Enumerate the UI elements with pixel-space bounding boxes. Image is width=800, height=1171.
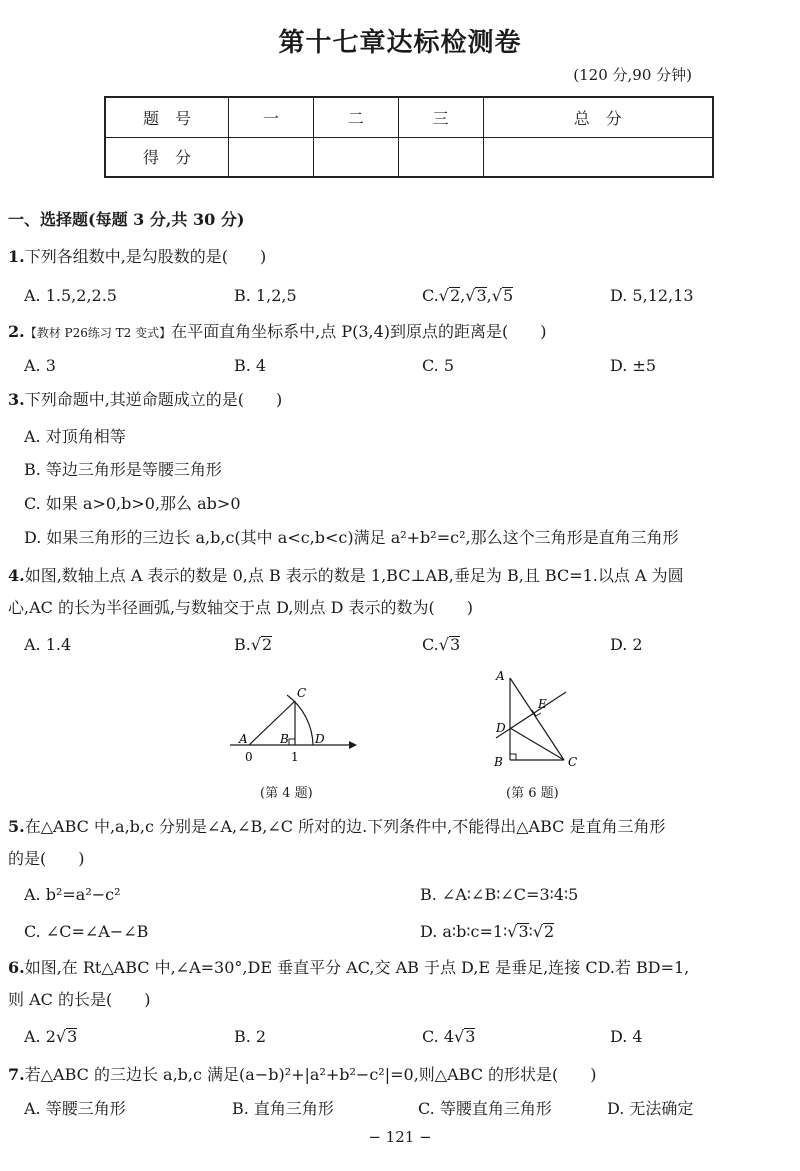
score-header-part2: 二 <box>313 97 398 137</box>
q2-option-d: D. ±5 <box>610 356 657 375</box>
q7-number: 7. <box>8 1065 25 1084</box>
q2-text: 在平面直角坐标系中,点 P(3,4)到原点的距离是( ) <box>171 322 547 341</box>
figure-6-caption: (第 6 题) <box>506 786 559 801</box>
q7-option-c: C. 等腰直角三角形 <box>418 1099 552 1118</box>
line-de <box>496 692 566 738</box>
label-a6: A <box>496 669 505 683</box>
q1-option-c: C.√2,√3,√5 <box>422 286 514 305</box>
q5-option-c: C. ∠C=∠A−∠B <box>24 922 149 941</box>
q3-option-c: C. 如果 a>0,b>0,那么 ab>0 <box>24 494 241 513</box>
q2-option-b: B. 4 <box>234 356 267 375</box>
q5-option-d: D. a∶b∶c=1∶√3∶√2 <box>420 922 555 941</box>
side-ac <box>510 678 564 760</box>
q4-c-prefix: C. <box>422 635 439 654</box>
q3-number: 3. <box>8 390 25 409</box>
score-time-note: (120 分,90 分钟) <box>573 66 692 84</box>
score-cell-part1[interactable] <box>229 137 314 177</box>
label-c: C <box>297 686 307 700</box>
q5-option-a: A. b²=a²−c² <box>24 885 121 904</box>
q1-number: 1. <box>8 247 25 266</box>
score-cell-part2[interactable] <box>313 137 398 177</box>
right-angle-b <box>510 754 516 760</box>
q6-c-radicand: 3 <box>465 1027 476 1046</box>
q4-stem-line2: 心,AC 的长为半径画弧,与数轴交于点 D,则点 D 表示的数为( ) <box>8 598 473 617</box>
q3-text: 下列命题中,其逆命题成立的是( ) <box>24 390 283 409</box>
q3-option-d: D. 如果三角形的三边长 a,b,c(其中 a<c,b<c)满足 a²+b²=c²,那么这个三角形是直角三角形 <box>24 528 679 547</box>
q3-option-b: B. 等边三角形是等腰三角形 <box>24 460 222 479</box>
q1-option-a: A. 1.5,2,2.5 <box>24 286 117 305</box>
q1-c-radicand-1: 2 <box>449 286 461 305</box>
q1-stem <box>8 247 266 267</box>
label-e6: E <box>538 697 547 711</box>
q6-stem-line2: 则 AC 的长是( ) <box>8 990 151 1009</box>
q6-number: 6. <box>8 958 25 977</box>
q4-b-radicand: 2 <box>262 635 273 654</box>
q7-stem <box>8 1065 597 1085</box>
q5-d-radicand-2: 2 <box>544 922 555 941</box>
q1-option-b: B. 1,2,5 <box>234 286 297 305</box>
q5-d-radicand-1: 3 <box>518 922 529 941</box>
score-cell-total[interactable] <box>483 137 713 177</box>
score-header-label: 题 号 <box>105 97 229 137</box>
q2-source-tag: 【教材 P26练习 T2 变式】 <box>24 326 172 340</box>
section-heading: 一、选择题(每题 3 分,共 30 分) <box>8 210 245 229</box>
q6-c-prefix: C. 4 <box>422 1027 455 1046</box>
label-d6: D <box>496 721 506 735</box>
q1-c-radicand-3: 5 <box>502 286 514 305</box>
score-cell-part3[interactable] <box>398 137 483 177</box>
q1-text: 下列各组数中,是勾股数的是( ) <box>24 247 267 266</box>
label-c6: C <box>568 755 578 769</box>
q5-text-1: 在△ABC 中,a,b,c 分别是∠A,∠B,∠C 所对的边.下列条件中,不能得出△ABC 是直角三角形 <box>24 817 666 836</box>
label-b: B <box>280 732 289 746</box>
page-number: − 121 − <box>368 1128 432 1146</box>
q4-stem-line1 <box>8 566 684 586</box>
score-table-score-row <box>105 137 713 177</box>
q5-d-ratio-sep: ∶ <box>528 922 533 941</box>
q1-c-prefix: C. <box>422 286 439 305</box>
q6-option-d: D. 4 <box>610 1027 643 1046</box>
q2-option-c: C. 5 <box>422 356 455 375</box>
q5-option-b: B. ∠A∶∠B∶∠C=3∶4∶5 <box>420 885 579 904</box>
figure-4-caption: (第 4 题) <box>260 786 313 801</box>
q1-option-d: D. 5,12,13 <box>610 286 694 305</box>
q4-number: 4. <box>8 566 25 585</box>
score-header-part3: 三 <box>398 97 483 137</box>
q4-b-prefix: B. <box>234 635 251 654</box>
q6-option-c: C. 4√3 <box>422 1027 476 1046</box>
q2-stem <box>8 322 547 343</box>
q7-text: 若△ABC 的三边长 a,b,c 满足(a−b)²+|a²+b²−c²|=0,则△ABC 的形状是( ) <box>24 1065 597 1084</box>
q1-c-radicand-2: 3 <box>476 286 487 305</box>
q4-option-d: D. 2 <box>610 635 643 654</box>
figure-6-triangle <box>488 668 588 776</box>
q3-stem <box>8 390 282 410</box>
q6-text-1: 如图,在 Rt△ABC 中,∠A=30°,DE 垂直平分 AC,交 AB 于点 D,E 是垂足,连接 CD.若 BD=1, <box>24 958 690 977</box>
score-table <box>104 96 714 178</box>
right-angle-mark <box>289 739 295 745</box>
label-b6: B <box>494 755 503 769</box>
score-header-part1: 一 <box>229 97 314 137</box>
number-line-arrow <box>349 741 357 749</box>
tick-0: 0 <box>245 750 253 764</box>
q6-a-prefix: A. 2 <box>24 1027 56 1046</box>
q4-option-b: B.√2 <box>234 635 273 654</box>
tick-1: 1 <box>291 750 299 764</box>
q7-option-a: A. 等腰三角形 <box>24 1099 126 1118</box>
q4-c-radicand: 3 <box>449 635 461 654</box>
score-table-header-row <box>105 97 713 137</box>
q5-stem-line2: 的是( ) <box>8 849 85 868</box>
q3-option-a: A. 对顶角相等 <box>24 427 126 446</box>
score-row-label: 得 分 <box>105 137 229 177</box>
q4-option-c: C.√3 <box>422 635 461 654</box>
q6-stem-line1 <box>8 958 689 978</box>
figure-4-number-line <box>225 683 365 773</box>
q5-number: 5. <box>8 817 25 836</box>
q4-option-a: A. 1.4 <box>24 635 72 654</box>
label-a: A <box>239 732 248 746</box>
segment-cd <box>510 728 564 760</box>
score-header-total: 总 分 <box>483 97 713 137</box>
q4-text-1: 如图,数轴上点 A 表示的数是 0,点 B 表示的数是 1,BC⊥AB,垂足为 B,且 BC=1.以点 A 为圆 <box>24 566 684 585</box>
q2-option-a: A. 3 <box>24 356 56 375</box>
q2-number: 2. <box>8 322 25 341</box>
q6-option-b: B. 2 <box>234 1027 267 1046</box>
q7-option-b: B. 直角三角形 <box>232 1099 334 1118</box>
arc-cd <box>287 695 313 745</box>
q6-a-radicand: 3 <box>67 1027 78 1046</box>
q5-d-prefix: D. a∶b∶c=1∶ <box>420 922 508 941</box>
q6-option-a: A. 2√3 <box>24 1027 78 1046</box>
label-d: D <box>315 732 325 746</box>
q7-option-d: D. 无法确定 <box>607 1099 694 1118</box>
page-title: 第十七章达标检测卷 <box>278 28 522 58</box>
q5-stem-line1 <box>8 817 665 837</box>
